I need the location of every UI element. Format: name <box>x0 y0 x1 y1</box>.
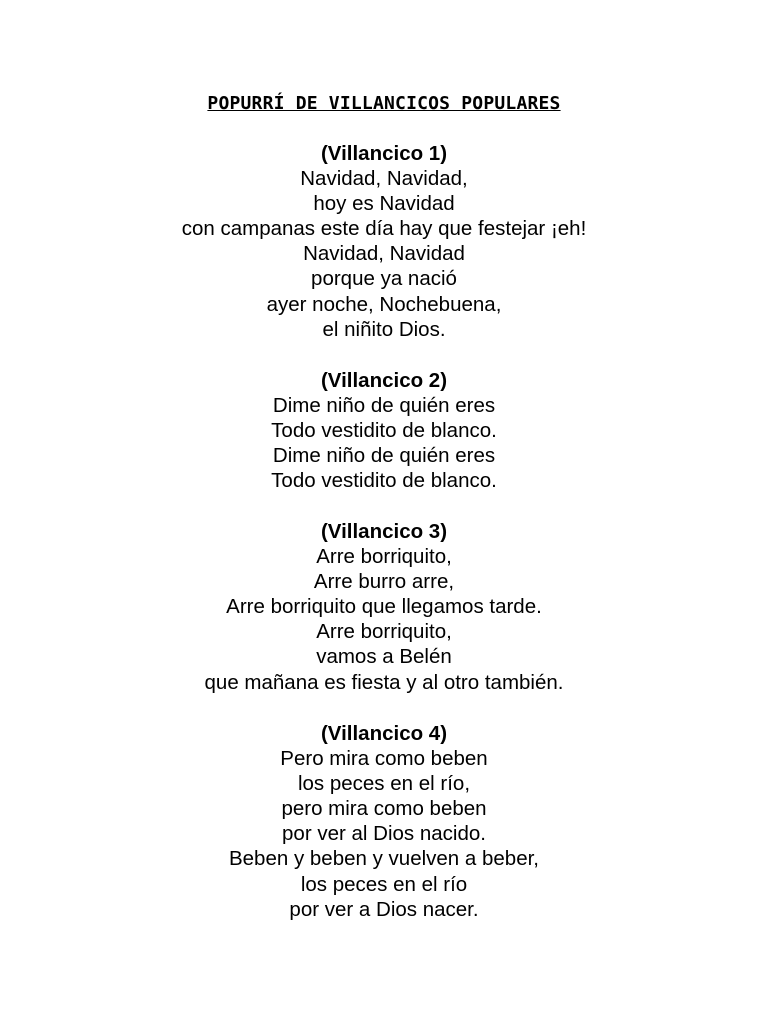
lyric-line: Dime niño de quién eres <box>272 394 496 418</box>
lyric-line: ayer noche, Nochebuena, <box>266 292 502 316</box>
section-heading: (Villancico 2) <box>320 369 448 392</box>
lyric-line: hoy es Navidad <box>313 192 455 216</box>
lyric-line: Beben y beben y vuelven a beber, <box>228 847 539 871</box>
villancico-3-section <box>0 519 768 695</box>
lyric-line: los peces en el río <box>300 872 468 896</box>
section-heading: (Villancico 1) <box>320 142 448 165</box>
villancico-1-section <box>0 141 768 342</box>
villancico-2-section <box>0 368 768 493</box>
section-heading: (Villancico 4) <box>320 722 448 745</box>
lyric-line: por ver a Dios nacer. <box>289 897 479 921</box>
lyric-line: Navidad, Navidad <box>303 242 465 266</box>
document-title: POPURRÍ DE VILLANCICOS POPULARES <box>207 93 561 114</box>
lyric-line: por ver al Dios nacido. <box>282 822 486 846</box>
lyric-line: Todo vestidito de blanco. <box>271 419 497 443</box>
section-heading: (Villancico 3) <box>320 520 448 543</box>
lyric-line: Pero mira como beben <box>280 747 488 771</box>
lyric-line: el niñito Dios. <box>322 317 446 341</box>
lyric-line: Arre borriquito, <box>316 620 452 644</box>
lyric-line: vamos a Belén <box>316 645 452 669</box>
lyric-line: Navidad, Navidad, <box>300 167 468 191</box>
lyric-line: Todo vestidito de blanco. <box>271 469 497 493</box>
lyric-line: los peces en el río, <box>297 772 471 796</box>
lyric-line: con campanas este día hay que festejar ¡eh! <box>181 217 587 241</box>
lyric-line: Arre borriquito, <box>316 545 452 569</box>
villancico-4-section <box>0 721 768 922</box>
lyric-line: Arre burro arre, <box>313 570 455 594</box>
lyric-line: pero mira como beben <box>281 797 487 821</box>
lyric-line: Dime niño de quién eres <box>272 444 496 468</box>
lyric-line: Arre borriquito que llegamos tarde. <box>226 595 542 619</box>
lyric-line: que mañana es fiesta y al otro también. <box>204 670 564 694</box>
lyric-line: porque ya nació <box>311 267 457 291</box>
